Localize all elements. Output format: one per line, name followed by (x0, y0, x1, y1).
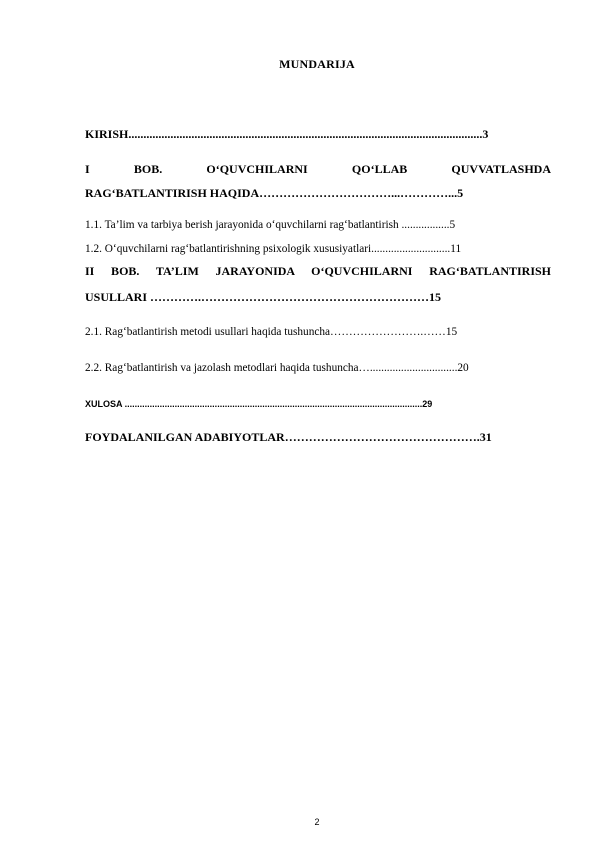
toc-entry-chapter1-line2: RAG‘BATLANTIRISH HAQIDA……………………………...…………...5 (85, 186, 464, 200)
toc-entry-section-1-1: 1.1. Ta’lim va tarbiya berish jarayonida o‘quvchilarni rag‘batlantirish .................5 (85, 219, 456, 231)
toc-entry-section-1-2: 1.2. O‘quvchilarni rag‘batlantirishning psixologik xususiyatlari............................11 (85, 243, 462, 255)
toc-entry-section-2-2: 2.2. Rag‘batlantirish va jazolash metodlari haqida tushuncha…...............................20 (85, 362, 469, 374)
toc-entry-chapter2-line1: II BOB. TA’LIM JARAYONIDA O‘QUVCHILARNI RAG‘BATLANTIRISH (85, 264, 551, 278)
page-number: 2 (314, 817, 320, 827)
toc-entry-xulosa: XULOSA .......................................................................................................................29 (85, 399, 433, 409)
toc-entry-chapter1-line1: I BOB. O‘QUVCHILARNI QO‘LLAB QUVVATLASHDA (85, 162, 551, 176)
page-title: MUNDARIJA (279, 57, 355, 71)
toc-entry-foydalanilgan-adabiyotlar: FOYDALANILGAN ADABIYOTLAR………………………………………….31 (85, 430, 492, 444)
toc-entry-kirish: KIRISH......................................................................................................................3 (85, 127, 489, 141)
toc-entry-chapter2-line2: USULLARI ………….…………………………………………………15 (85, 290, 442, 304)
toc-entry-section-2-1: 2.1. Rag‘batlantirish metodi usullari haqida tushuncha…………………….……15 (85, 326, 458, 338)
